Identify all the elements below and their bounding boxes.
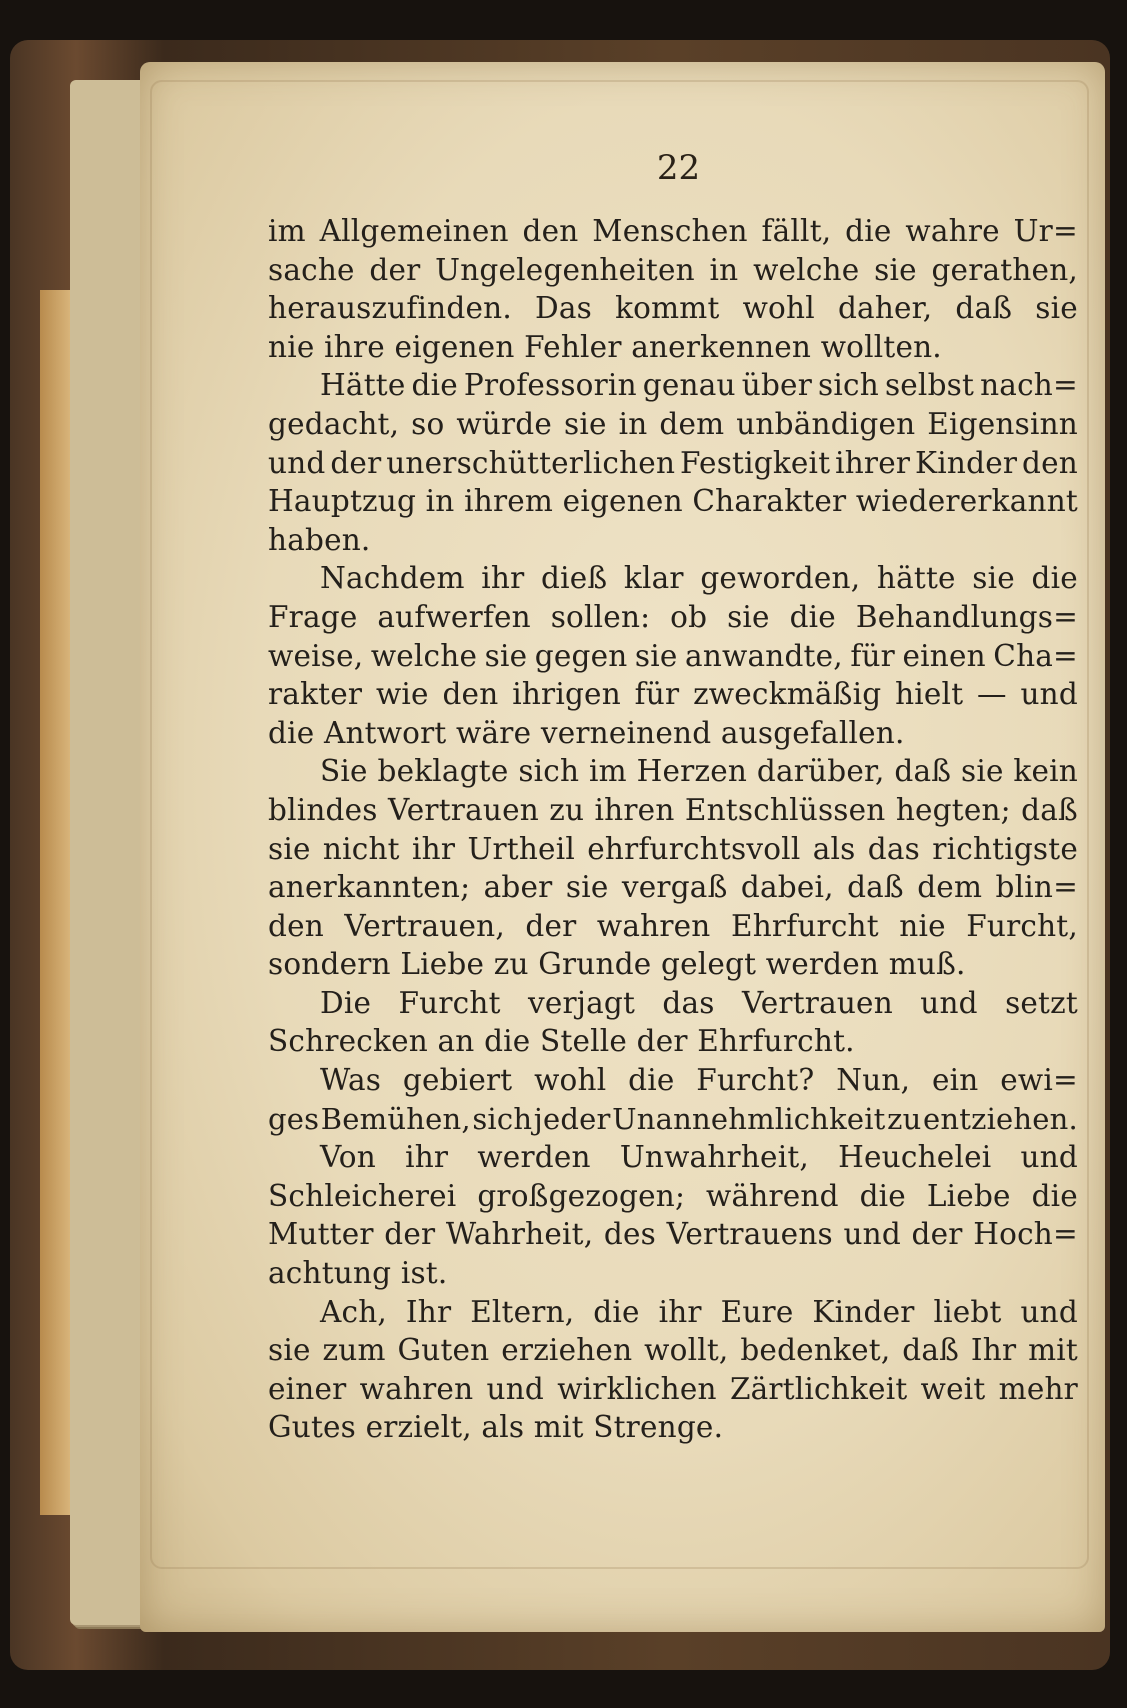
text-line: Frage aufwerfen sollen: ob sie die Behandlungs=: [268, 599, 1078, 634]
text-line: Von ihr werden Unwahrheit, Heuchelei und: [320, 1140, 1078, 1175]
text-line: achtung ist.: [268, 1256, 448, 1291]
text-line: und der unerschütterlichen Festigkeit ihrer Kinder den: [268, 445, 1078, 480]
text-line: gedacht, so würde sie in dem unbändigen Eigensinn: [268, 406, 1078, 441]
text-line: Was gebiert wohl die Furcht? Nun, ein ewi=: [320, 1063, 1078, 1098]
text-line: die Antwort wäre verneinend ausgefallen.: [268, 715, 905, 750]
text-line: sondern Liebe zu Grunde gelegt werden muß.: [268, 947, 966, 982]
text-line: Ach, Ihr Eltern, die ihr Eure Kinder liebt und: [320, 1294, 1078, 1329]
text-line: rakter wie den ihrigen für zweckmäßig hielt — und: [268, 677, 1078, 712]
text-line: Schleicherei großgezogen; während die Liebe die: [268, 1178, 1078, 1213]
text-line: Sie beklagte sich im Herzen darüber, daß sie kein: [320, 754, 1078, 789]
text-line: den Vertrauen, der wahren Ehrfurcht nie Furcht,: [268, 908, 1078, 943]
text-line: im Allgemeinen den Menschen fällt, die wahre Ur=: [268, 214, 1078, 248]
text-line: Mutter der Wahrheit, des Vertrauens und der Hoch=: [268, 1217, 1078, 1252]
text-line: Schrecken an die Stelle der Ehrfurcht.: [268, 1024, 855, 1059]
text-line: sie zum Guten erziehen wollt, bedenket, daß Ihr mit: [268, 1333, 1078, 1368]
page-number: 22: [656, 148, 701, 188]
text-line: Die Furcht verjagt das Vertrauen und setzt: [320, 985, 1078, 1020]
text-line: einer wahren und wirklichen Zärtlichkeit weit mehr: [268, 1371, 1078, 1406]
text-line: anerkannten; aber sie vergaß dabei, daß dem blin=: [268, 870, 1078, 905]
text-line: sie nicht ihr Urtheil ehrfurchtsvoll als das richtigste: [268, 831, 1078, 866]
text-line: herauszufinden. Das kommt wohl daher, daß sie: [268, 291, 1078, 326]
text-line: weise, welche sie gegen sie anwandte, für einen Cha=: [268, 638, 1078, 673]
text-line: Hauptzug in ihrem eigenen Charakter wiedererkannt: [268, 484, 1078, 519]
left-page-edge: [40, 290, 70, 1515]
text-line: haben.: [268, 522, 371, 557]
text-line: Hätte die Professorin genau über sich selbst nach=: [320, 368, 1078, 403]
text-line: Gutes erzielt, als mit Strenge.: [268, 1410, 724, 1445]
text-line: blindes Vertrauen zu ihren Entschlüssen hegten; daß: [268, 792, 1078, 827]
text-line: Nachdem ihr dieß klar geworden, hätte sie die: [320, 561, 1078, 596]
text-line: ges Bemühen, sich jeder Unannehmlichkeit zu entziehen.: [268, 1101, 1078, 1136]
text-line: nie ihre eigenen Fehler anerkennen wollten.: [268, 329, 942, 364]
body-text: [268, 212, 1078, 1447]
text-line: sache der Ungelegenheiten in welche sie gerathen,: [268, 252, 1078, 287]
